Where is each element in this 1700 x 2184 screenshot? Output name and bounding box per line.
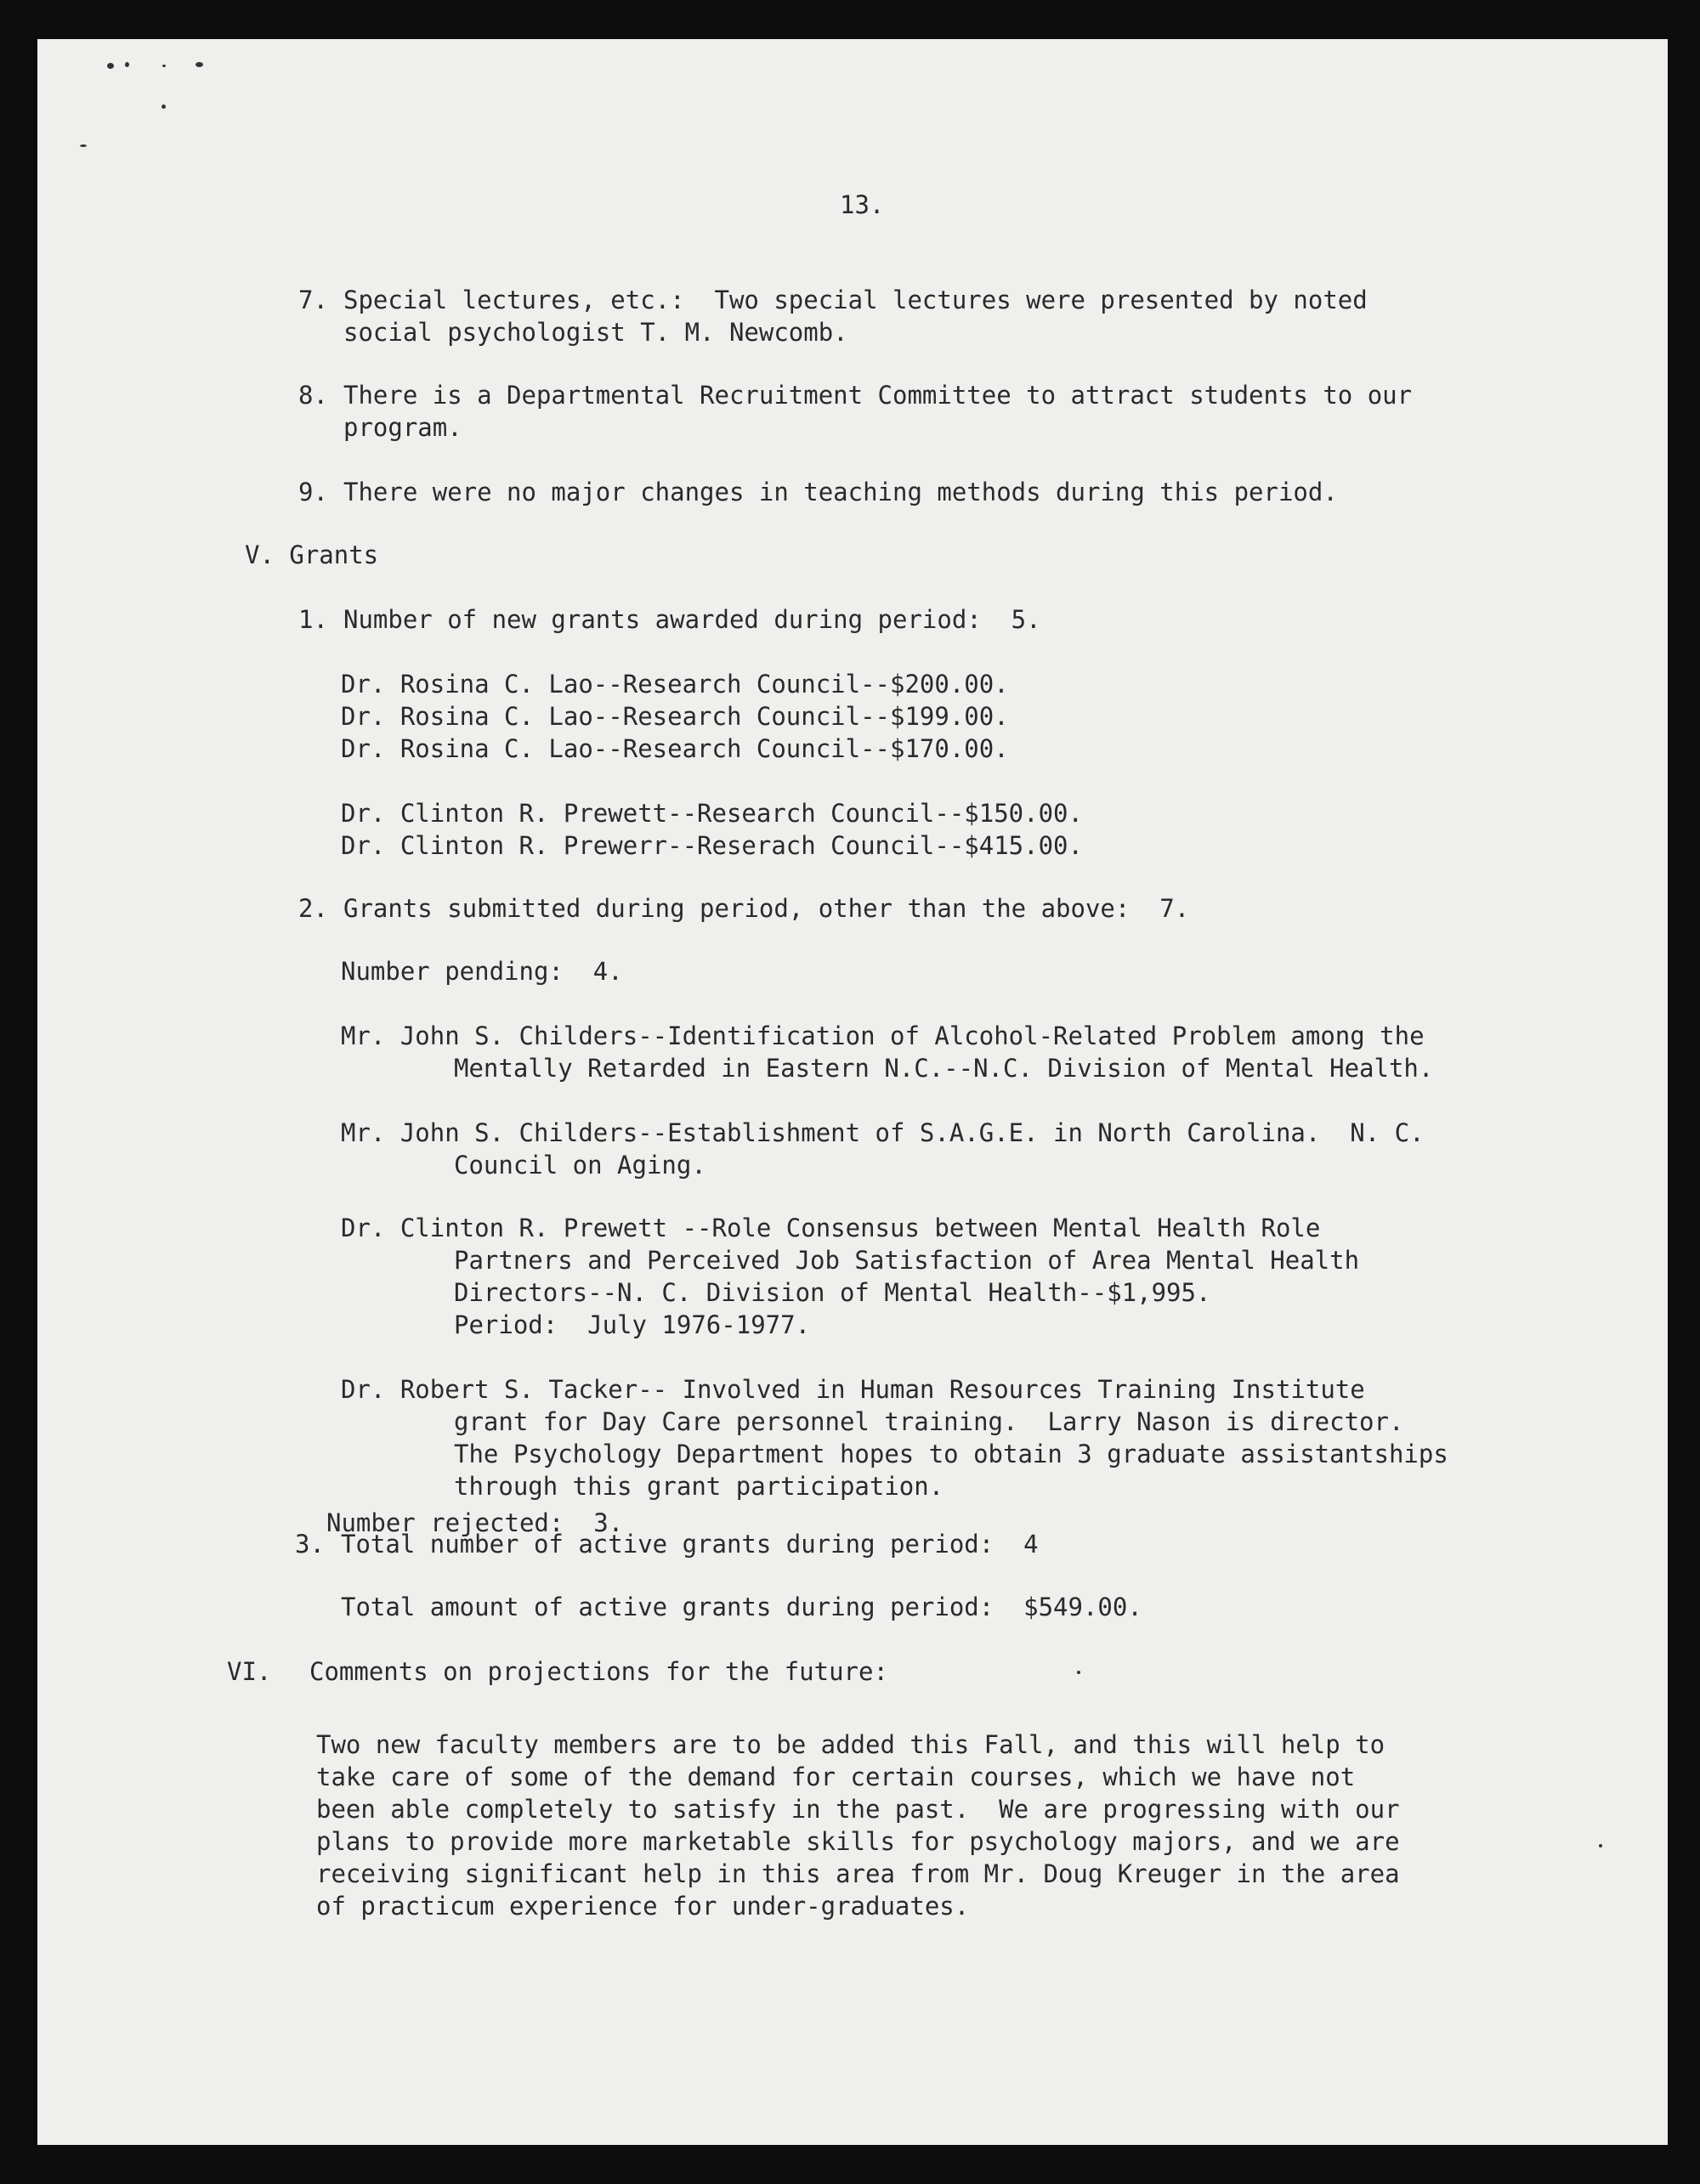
- submitted-grant-line: Mr. John S. Childers--Identification of Alcohol-Related Problem among the: [341, 1021, 1425, 1050]
- grants-item-3-number: 3.: [295, 1530, 325, 1559]
- submitted-grant-line: Mr. John S. Childers--Establishment of S.A.G.E. in North Carolina. N. C.: [341, 1118, 1425, 1147]
- item-8-line-2: program.: [343, 413, 462, 442]
- comments-line: been able completely to satisfy in the past. We are progressing with our: [316, 1795, 1400, 1824]
- comments-line: receiving significant help in this area from Mr. Doug Kreuger in the area: [316, 1859, 1400, 1888]
- scan-speck: [162, 65, 166, 67]
- scan-speck: [80, 144, 87, 147]
- submitted-grant-line: Council on Aging.: [454, 1151, 706, 1180]
- submitted-grant-line: Mentally Retarded in Eastern N.C.--N.C. Division of Mental Health.: [454, 1054, 1434, 1083]
- grant-awarded: Dr. Rosina C. Lao--Research Council--$170.00.: [341, 734, 1009, 763]
- number-pending: Number pending: 4.: [341, 957, 623, 986]
- section-vi-number: VI.: [227, 1657, 272, 1686]
- submitted-grant-line: Directors--N. C. Division of Mental Health--$1,995.: [454, 1278, 1211, 1307]
- scan-speck: [125, 62, 129, 67]
- submitted-grant-line: grant for Day Care personnel training. Larry Nason is director.: [454, 1407, 1404, 1436]
- submitted-grant-line: through this grant participation.: [454, 1472, 944, 1501]
- submitted-grant-line: Dr. Clinton R. Prewett --Role Consensus between Mental Health Role: [341, 1214, 1321, 1242]
- scan-speck: [196, 62, 203, 67]
- item-9-text: There were no major changes in teaching methods during this period.: [343, 478, 1338, 506]
- grants-item-3-text: Total number of active grants during period: 4: [341, 1530, 1039, 1559]
- comments-line: plans to provide more marketable skills for psychology majors, and we are: [316, 1827, 1400, 1856]
- section-v-heading: V. Grants: [245, 540, 379, 569]
- submitted-grant-line: Period: July 1976-1977.: [454, 1310, 811, 1339]
- item-7-line-1: Special lectures, etc.: Two special lectures were presented by noted: [343, 286, 1368, 314]
- page-number: 13.: [840, 190, 885, 219]
- scan-speck: [1077, 1671, 1080, 1674]
- comments-line: Two new faculty members are to be added this Fall, and this will help to: [316, 1730, 1386, 1759]
- comments-line: take care of some of the demand for certain courses, which we have not: [316, 1762, 1356, 1791]
- grant-awarded: Dr. Rosina C. Lao--Research Council--$200.00.: [341, 670, 1009, 699]
- number-rejected: Number rejected: 3.: [326, 1508, 624, 1537]
- grant-awarded: Dr. Clinton R. Prewerr--Reserach Council--$415.00.: [341, 831, 1083, 860]
- item-7-line-2: social psychologist T. M. Newcomb.: [343, 318, 848, 347]
- item-8-line-1: There is a Departmental Recruitment Committee to attract students to our: [343, 381, 1413, 410]
- submitted-grant-line: Dr. Robert S. Tacker-- Involved in Human Resources Training Institute: [341, 1375, 1365, 1404]
- item-8-number: 8.: [298, 381, 328, 410]
- grants-item-1-text: Number of new grants awarded during period: 5.: [343, 605, 1041, 634]
- document-page: [37, 39, 1668, 2145]
- grants-item-1-number: 1.: [298, 605, 328, 634]
- grant-awarded: Dr. Clinton R. Prewett--Research Council--$150.00.: [341, 799, 1083, 828]
- grant-awarded: Dr. Rosina C. Lao--Research Council--$199.00.: [341, 702, 1009, 731]
- grants-item-2-number: 2.: [298, 894, 328, 923]
- submitted-grant-line: The Psychology Department hopes to obtain 3 graduate assistantships: [454, 1440, 1448, 1468]
- scan-speck: [162, 105, 166, 109]
- scan-speck: [107, 63, 114, 69]
- comments-line: of practicum experience for under-graduates.: [316, 1892, 970, 1921]
- item-9-number: 9.: [298, 478, 328, 506]
- item-7-number: 7.: [298, 286, 328, 314]
- total-amount-active-grants: Total amount of active grants during period: $549.00.: [341, 1593, 1142, 1621]
- grants-item-2-text: Grants submitted during period, other than the above: 7.: [343, 894, 1190, 923]
- submitted-grant-line: Partners and Perceived Job Satisfaction of Area Mental Health: [454, 1246, 1360, 1275]
- scan-speck: [1599, 1844, 1602, 1847]
- section-vi-heading: Comments on projections for the future:: [309, 1657, 888, 1686]
